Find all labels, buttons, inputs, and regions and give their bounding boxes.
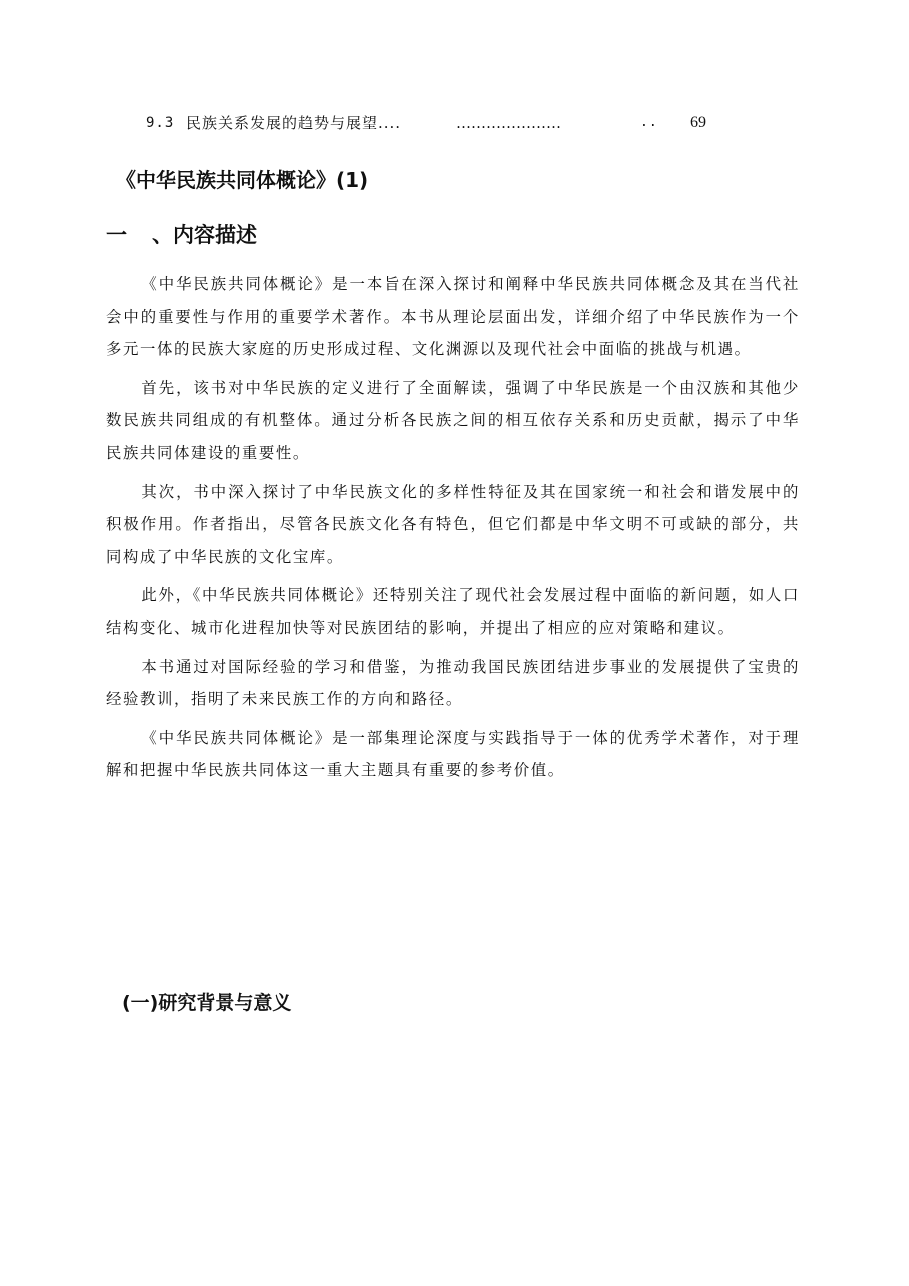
paragraph-additionally: 此外，《中华民族共同体概论》还特别关注了现代社会发展过程中面临的新问题，如人口结构变化、城市化进程加快等对民族团结的影响，并提出了相应的应对策略和建议。 [106, 586, 800, 637]
section-number: 一 [106, 223, 127, 247]
paragraph-intro: 《中华民族共同体概论》是一本旨在深入探讨和阐释中华民族共同体概念及其在当代社会中的重要性与作用的重要学术著作。本书从理论层面出发，详细介绍了中华民族作为一个多元一体的民族大家庭的历史形成过程、文化渊源以及现代社会中面临的挑战与机遇。 [106, 275, 800, 359]
section-title: 、内容描述 [152, 223, 257, 247]
paragraph-conclusion: 《中华民族共同体概论》是一部集理论深度与实践指导于一体的优秀学术著作，对于理解和把握中华民族共同体这一重大主题具有重要的参考价值。 [106, 728, 800, 780]
toc-entry[interactable] [146, 112, 746, 134]
paragraph-second: 其次，书中深入探讨了中华民族文化的多样性特征及其在国家统一和社会和谐发展中的积极作用。作者指出，尽管各民族文化各有特色，但它们都是中华文明不可或缺的部分，共同构成了中华民族的文化宝库。 [106, 482, 800, 566]
document-title: 《中华民族共同体概论》(1) [116, 168, 369, 192]
toc-entry-leader: ………………… [456, 114, 561, 132]
section-heading [106, 219, 257, 251]
toc-entry-title: 民族关系发展的趋势与展望.... [186, 114, 402, 132]
paragraph-first: 首先，该书对中华民族的定义进行了全面解读，强调了中华民族是一个由汉族和其他少数民族共同组成的有机整体。通过分析各民族之间的相互依存关系和历史贡献，揭示了中华民族共同体建设的重要性。 [106, 378, 800, 462]
toc-entry-number: 9.3 [146, 115, 175, 131]
paragraph-international: 本书通过对国际经验的学习和借鉴，为推动我国民族团结进步事业的发展提供了宝贵的经验教训，指明了未来民族工作的方向和路径。 [106, 657, 800, 709]
toc-entry-leader-tail: .. [640, 115, 658, 130]
section-body [106, 268, 800, 793]
subsection-heading: (一)研究背景与意义 [122, 992, 292, 1014]
toc-entry-page-number: 69 [690, 114, 706, 131]
